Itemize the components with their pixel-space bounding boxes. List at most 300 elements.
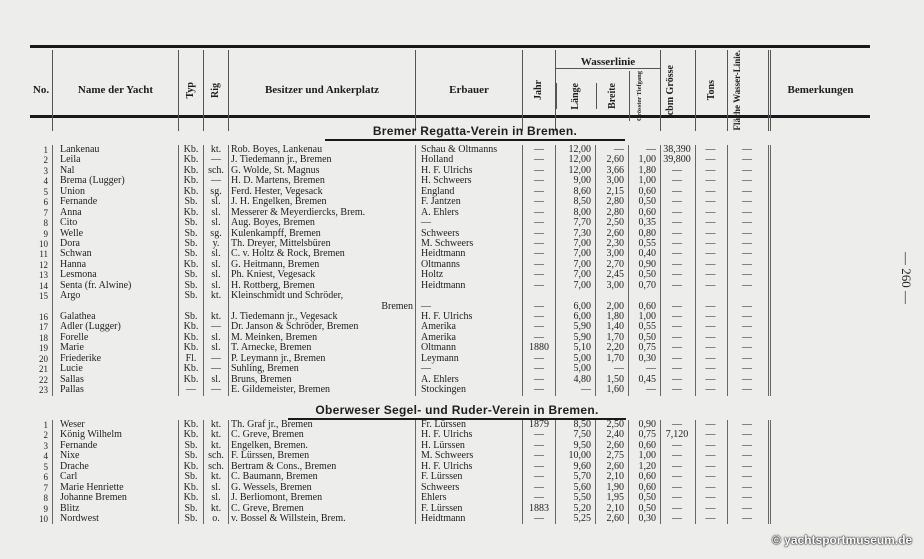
area: — bbox=[727, 472, 768, 482]
year: 1880 bbox=[522, 343, 555, 353]
remarks bbox=[768, 260, 870, 270]
beam: — bbox=[595, 145, 628, 155]
remarks bbox=[768, 229, 870, 239]
draft: — bbox=[628, 385, 660, 395]
area: — bbox=[727, 441, 768, 451]
builder: M. Schweers bbox=[415, 451, 522, 461]
row-number: 20 bbox=[39, 353, 48, 364]
rig: sch. bbox=[203, 166, 228, 176]
yacht-type: Kb. bbox=[178, 176, 203, 186]
cbm: — bbox=[660, 493, 695, 503]
owner: G. Wessels, Bremen bbox=[228, 483, 415, 493]
header-year-label: Jahr bbox=[533, 80, 544, 101]
row-number: 11 bbox=[39, 249, 48, 260]
row-number: 12 bbox=[39, 259, 48, 270]
owner: J. Tiedemann jr., Bremen bbox=[228, 155, 415, 165]
tons: — bbox=[695, 472, 727, 482]
draft: 0,75 bbox=[628, 430, 660, 440]
rig: sl. bbox=[203, 281, 228, 291]
owner: J. Berliomont, Bremen bbox=[228, 493, 415, 503]
tons: — bbox=[695, 451, 727, 461]
draft: 0,45 bbox=[628, 375, 660, 385]
cbm: — bbox=[660, 229, 695, 239]
owner: Aug. Boyes, Bremen bbox=[228, 218, 415, 228]
beam: 2,60 bbox=[595, 514, 628, 524]
year: — bbox=[522, 312, 555, 322]
year: — bbox=[522, 483, 555, 493]
section-rows-bremer-regatta bbox=[30, 145, 870, 396]
owner: J. H. Engelken, Bremen bbox=[228, 197, 415, 207]
area: — bbox=[727, 462, 768, 472]
length: 8,50 bbox=[555, 420, 595, 430]
row-number: 9 bbox=[43, 228, 48, 239]
row-number: 5 bbox=[43, 461, 48, 472]
tons: — bbox=[695, 514, 727, 524]
rig: — bbox=[203, 385, 228, 395]
cbm: 7,120 bbox=[660, 430, 695, 440]
section-title-oberweser: Oberweser Segel- und Ruder-Verein in Bremen. bbox=[288, 403, 626, 420]
remarks bbox=[768, 364, 870, 374]
area: — bbox=[727, 385, 768, 395]
yacht-type: Kb. bbox=[178, 187, 203, 197]
owner: G. Heitmann, Bremen bbox=[228, 260, 415, 270]
owner: H. Rottberg, Bremen bbox=[228, 281, 415, 291]
draft: 0,30 bbox=[628, 354, 660, 364]
length: 12,00 bbox=[555, 166, 595, 176]
cbm: — bbox=[660, 197, 695, 207]
cbm: — bbox=[660, 462, 695, 472]
owner: E. Gildemeister, Bremen bbox=[228, 385, 415, 395]
yacht-name: Lesmona bbox=[52, 270, 178, 280]
owner: Suhling, Bremen bbox=[228, 364, 415, 374]
area: — bbox=[727, 312, 768, 322]
yacht-name: Leila bbox=[52, 155, 178, 165]
header-owner: Besitzer und Ankerplatz bbox=[228, 50, 415, 131]
yacht-type: Kb. bbox=[178, 260, 203, 270]
yacht-name: Nixe bbox=[52, 451, 178, 461]
length: 6,00 bbox=[555, 312, 595, 322]
builder: Stockingen bbox=[415, 385, 522, 395]
yacht-type: Sb. bbox=[178, 218, 203, 228]
year: — bbox=[522, 166, 555, 176]
length: 5,70 bbox=[555, 472, 595, 482]
tons: — bbox=[695, 462, 727, 472]
row-number: 21 bbox=[39, 364, 48, 375]
cbm: — bbox=[660, 270, 695, 280]
remarks bbox=[768, 249, 870, 259]
builder: Holland bbox=[415, 155, 522, 165]
cbm: — bbox=[660, 451, 695, 461]
yacht-name: Weser bbox=[52, 420, 178, 430]
header-no: No. bbox=[32, 83, 50, 96]
yacht-type: Kb. bbox=[178, 322, 203, 332]
builder: Heidtmann bbox=[415, 281, 522, 291]
remarks bbox=[768, 291, 870, 301]
builder: Oltmanns bbox=[415, 260, 522, 270]
draft: 1,00 bbox=[628, 176, 660, 186]
tons: — bbox=[695, 218, 727, 228]
remarks bbox=[768, 430, 870, 440]
rig: kt. bbox=[203, 441, 228, 451]
owner: Kleinschmidt und Schröder, bbox=[228, 291, 415, 301]
length: 12,00 bbox=[555, 155, 595, 165]
owner: Kulenkampff, Bremen bbox=[228, 229, 415, 239]
rig: kt. bbox=[203, 420, 228, 430]
page-number: — 260 — bbox=[899, 252, 914, 304]
rig: — bbox=[203, 364, 228, 374]
builder: — bbox=[415, 218, 522, 228]
draft: 1,00 bbox=[628, 312, 660, 322]
row-number: 13 bbox=[39, 270, 48, 281]
area: — bbox=[727, 343, 768, 353]
cbm: — bbox=[660, 354, 695, 364]
rig: sl. bbox=[203, 249, 228, 259]
beam: — bbox=[595, 364, 628, 374]
beam: 2,80 bbox=[595, 208, 628, 218]
cbm: — bbox=[660, 218, 695, 228]
yacht-type: Kb. bbox=[178, 155, 203, 165]
year: — bbox=[522, 187, 555, 197]
remarks bbox=[768, 385, 870, 395]
yacht-type: Sb. bbox=[178, 281, 203, 291]
length: 6,00 bbox=[555, 302, 595, 312]
row-number: 7 bbox=[43, 482, 48, 493]
draft: 0,60 bbox=[628, 472, 660, 482]
builder: Heidtmann bbox=[415, 249, 522, 259]
beam: 1,40 bbox=[595, 322, 628, 332]
length: 5,10 bbox=[555, 343, 595, 353]
yacht-name: Senta (fr. Alwine) bbox=[52, 281, 178, 291]
remarks bbox=[768, 333, 870, 343]
row-number: 3 bbox=[43, 440, 48, 451]
year: — bbox=[522, 333, 555, 343]
tons: — bbox=[695, 197, 727, 207]
rig: sg. bbox=[203, 187, 228, 197]
builder: F. Lürssen bbox=[415, 504, 522, 514]
cbm: — bbox=[660, 441, 695, 451]
remarks bbox=[768, 451, 870, 461]
yacht-name: Lankenau bbox=[52, 145, 178, 155]
yacht-name: Lucie bbox=[52, 364, 178, 374]
tons: — bbox=[695, 166, 727, 176]
yacht-name: Schwan bbox=[52, 249, 178, 259]
header-length bbox=[556, 83, 596, 110]
builder: H. F. Ulrichs bbox=[415, 430, 522, 440]
area: — bbox=[727, 281, 768, 291]
cbm: — bbox=[660, 187, 695, 197]
yacht-name: Argo bbox=[52, 291, 178, 301]
area: — bbox=[727, 493, 768, 503]
header-year bbox=[522, 50, 555, 131]
remarks bbox=[768, 208, 870, 218]
yacht-type: Sb. bbox=[178, 504, 203, 514]
header-draft-label: Grösster Tiefgang bbox=[636, 71, 643, 122]
beam: 3,00 bbox=[595, 281, 628, 291]
remarks bbox=[768, 375, 870, 385]
draft: — bbox=[628, 364, 660, 374]
rig: sg. bbox=[203, 229, 228, 239]
year: — bbox=[522, 197, 555, 207]
length: 7,70 bbox=[555, 218, 595, 228]
header-waterline-group bbox=[555, 50, 660, 131]
rig: sl. bbox=[203, 208, 228, 218]
yacht-name: König Wilhelm bbox=[52, 430, 178, 440]
builder: Heidtmann bbox=[415, 514, 522, 524]
owner: C. Greve, Bremen bbox=[228, 430, 415, 440]
beam: 1,70 bbox=[595, 333, 628, 343]
row-number: 18 bbox=[39, 332, 48, 343]
length: 7,00 bbox=[555, 249, 595, 259]
builder: A. Ehlers bbox=[415, 208, 522, 218]
owner: J. Tiedemann jr., Vegesack bbox=[228, 312, 415, 322]
area: — bbox=[727, 451, 768, 461]
length: 7,50 bbox=[555, 430, 595, 440]
rig: o. bbox=[203, 514, 228, 524]
owner: T. Arnecke, Bremen bbox=[228, 343, 415, 353]
cbm: — bbox=[660, 249, 695, 259]
row-number: 2 bbox=[43, 155, 48, 166]
area: — bbox=[727, 514, 768, 524]
rig: sl. bbox=[203, 218, 228, 228]
remarks bbox=[768, 441, 870, 451]
header-typ-label: Typ bbox=[185, 82, 196, 99]
cbm: — bbox=[660, 375, 695, 385]
area: — bbox=[727, 229, 768, 239]
area: — bbox=[727, 145, 768, 155]
draft: 0,55 bbox=[628, 239, 660, 249]
cbm: — bbox=[660, 385, 695, 395]
rig: sl. bbox=[203, 260, 228, 270]
length bbox=[555, 291, 595, 301]
row-number: 10 bbox=[39, 238, 48, 249]
tons: — bbox=[695, 281, 727, 291]
rig: y. bbox=[203, 239, 228, 249]
row-number: 10 bbox=[39, 513, 48, 524]
area: — bbox=[727, 333, 768, 343]
builder bbox=[415, 291, 522, 301]
table-row bbox=[30, 218, 870, 228]
rig: sl. bbox=[203, 493, 228, 503]
year: — bbox=[522, 176, 555, 186]
table-row bbox=[30, 514, 870, 524]
yacht-name: Marie bbox=[52, 343, 178, 353]
remarks bbox=[768, 354, 870, 364]
tons: — bbox=[695, 385, 727, 395]
draft: 0,60 bbox=[628, 441, 660, 451]
cbm: — bbox=[660, 483, 695, 493]
draft bbox=[628, 291, 660, 301]
header-area bbox=[727, 50, 768, 131]
beam: 3,00 bbox=[595, 249, 628, 259]
tons bbox=[695, 291, 727, 301]
tons: — bbox=[695, 187, 727, 197]
draft: 1,80 bbox=[628, 166, 660, 176]
yacht-name: Hanna bbox=[52, 260, 178, 270]
beam: 2,20 bbox=[595, 343, 628, 353]
tons: — bbox=[695, 208, 727, 218]
tons: — bbox=[695, 333, 727, 343]
draft: 0,50 bbox=[628, 333, 660, 343]
header-builder: Erbauer bbox=[415, 50, 522, 131]
yacht-name: Blitz bbox=[52, 504, 178, 514]
yacht-name: Union bbox=[52, 187, 178, 197]
length: 9,00 bbox=[555, 176, 595, 186]
length: 7,00 bbox=[555, 270, 595, 280]
rig: kt. bbox=[203, 312, 228, 322]
owner: Th. Graf jr., Bremen bbox=[228, 420, 415, 430]
rig: — bbox=[203, 354, 228, 364]
yacht-type: Kb. bbox=[178, 364, 203, 374]
owner: Bertram & Cons., Bremen bbox=[228, 462, 415, 472]
section-title-bremer-regatta: Bremer Regatta-Verein in Bremen. bbox=[325, 124, 625, 141]
beam: 2,60 bbox=[595, 441, 628, 451]
year: — bbox=[522, 281, 555, 291]
tons: — bbox=[695, 155, 727, 165]
owner: F. Lürssen, Bremen bbox=[228, 451, 415, 461]
length: 5,90 bbox=[555, 322, 595, 332]
area: — bbox=[727, 197, 768, 207]
year: — bbox=[522, 260, 555, 270]
beam: 2,70 bbox=[595, 260, 628, 270]
length: 7,00 bbox=[555, 281, 595, 291]
length: 10,00 bbox=[555, 451, 595, 461]
beam: 2,15 bbox=[595, 187, 628, 197]
draft: 0,80 bbox=[628, 229, 660, 239]
owner: Th. Dreyer, Mittelsbüren bbox=[228, 239, 415, 249]
draft: 1,20 bbox=[628, 462, 660, 472]
builder: Schweers bbox=[415, 229, 522, 239]
owner: Dr. Janson & Schröder, Bremen bbox=[228, 322, 415, 332]
draft: 0,50 bbox=[628, 493, 660, 503]
year: — bbox=[522, 364, 555, 374]
builder: H. Schweers bbox=[415, 176, 522, 186]
area: — bbox=[727, 249, 768, 259]
tons: — bbox=[695, 322, 727, 332]
length: 7,00 bbox=[555, 260, 595, 270]
yacht-type: — bbox=[178, 385, 203, 395]
draft: 0,90 bbox=[628, 420, 660, 430]
area: — bbox=[727, 218, 768, 228]
owner: M. Meinken, Bremen bbox=[228, 333, 415, 343]
yacht-type: Sb. bbox=[178, 451, 203, 461]
tons: — bbox=[695, 493, 727, 503]
draft: 0,50 bbox=[628, 270, 660, 280]
yacht-name: Johanne Bremen bbox=[52, 493, 178, 503]
year: — bbox=[522, 208, 555, 218]
length: 5,50 bbox=[555, 493, 595, 503]
area: — bbox=[727, 166, 768, 176]
cbm: 39,800 bbox=[660, 155, 695, 165]
cbm: — bbox=[660, 472, 695, 482]
header-draft bbox=[629, 71, 661, 121]
yacht-name: Dora bbox=[52, 239, 178, 249]
year: — bbox=[522, 218, 555, 228]
tons: — bbox=[695, 441, 727, 451]
yacht-type: Kb. bbox=[178, 343, 203, 353]
cbm: — bbox=[660, 302, 695, 312]
builder: A. Ehlers bbox=[415, 375, 522, 385]
draft: 0,35 bbox=[628, 218, 660, 228]
draft: 0,55 bbox=[628, 322, 660, 332]
area: — bbox=[727, 430, 768, 440]
tons: — bbox=[695, 270, 727, 280]
yacht-type: Sb. bbox=[178, 270, 203, 280]
builder: H. Lürssen bbox=[415, 441, 522, 451]
length: 5,60 bbox=[555, 483, 595, 493]
year: 1883 bbox=[522, 504, 555, 514]
rig: sl. bbox=[203, 333, 228, 343]
builder: Amerika bbox=[415, 333, 522, 343]
builder: H. F. Ulrichs bbox=[415, 462, 522, 472]
header-remarks: Bemerkungen bbox=[768, 50, 870, 131]
yacht-name: Welle bbox=[52, 229, 178, 239]
yacht-type: Kb. bbox=[178, 208, 203, 218]
row-number: 3 bbox=[43, 165, 48, 176]
rig: sl. bbox=[203, 343, 228, 353]
remarks bbox=[768, 270, 870, 280]
cbm: — bbox=[660, 312, 695, 322]
rig: — bbox=[203, 322, 228, 332]
remarks bbox=[768, 322, 870, 332]
tons: — bbox=[695, 176, 727, 186]
watermark: © yachtsportmuseum.de bbox=[772, 533, 913, 547]
yacht-type: Kb. bbox=[178, 462, 203, 472]
beam: 2,30 bbox=[595, 239, 628, 249]
yacht-name: Brema (Lugger) bbox=[52, 176, 178, 186]
cbm: — bbox=[660, 208, 695, 218]
tons: — bbox=[695, 354, 727, 364]
header-beam bbox=[596, 83, 629, 109]
yacht-name: Fernande bbox=[52, 197, 178, 207]
yacht-name: Galathea bbox=[52, 312, 178, 322]
cbm: — bbox=[660, 239, 695, 249]
draft: 0,60 bbox=[628, 483, 660, 493]
builder: Leymann bbox=[415, 354, 522, 364]
year: — bbox=[522, 229, 555, 239]
tons: — bbox=[695, 229, 727, 239]
yacht-name: Drache bbox=[52, 462, 178, 472]
rig: sl. bbox=[203, 270, 228, 280]
yacht-name: Forelle bbox=[52, 333, 178, 343]
area bbox=[727, 291, 768, 301]
beam: 2,60 bbox=[595, 462, 628, 472]
draft: 0,60 bbox=[628, 187, 660, 197]
row-number: 1 bbox=[43, 145, 48, 155]
header-beam-label: Breite bbox=[606, 83, 618, 109]
draft: 0,50 bbox=[628, 197, 660, 207]
yacht-name: Marie Henriette bbox=[52, 483, 178, 493]
area: — bbox=[727, 504, 768, 514]
row-number: 4 bbox=[43, 451, 48, 462]
remarks bbox=[768, 145, 870, 155]
tons: — bbox=[695, 483, 727, 493]
cbm: — bbox=[660, 514, 695, 524]
row-number: 5 bbox=[43, 186, 48, 197]
length: — bbox=[555, 385, 595, 395]
owner: Bruns, Bremen bbox=[228, 375, 415, 385]
year bbox=[522, 291, 555, 301]
yacht-type: Sb. bbox=[178, 249, 203, 259]
cbm: — bbox=[660, 504, 695, 514]
owner: P. Leymann jr., Bremen bbox=[228, 354, 415, 364]
builder: Schau & Oltmanns bbox=[415, 145, 522, 155]
area: — bbox=[727, 187, 768, 197]
row-number: 6 bbox=[43, 472, 48, 483]
tons: — bbox=[695, 343, 727, 353]
tons: — bbox=[695, 260, 727, 270]
builder: Oltmann bbox=[415, 343, 522, 353]
yacht-type: Sb. bbox=[178, 197, 203, 207]
